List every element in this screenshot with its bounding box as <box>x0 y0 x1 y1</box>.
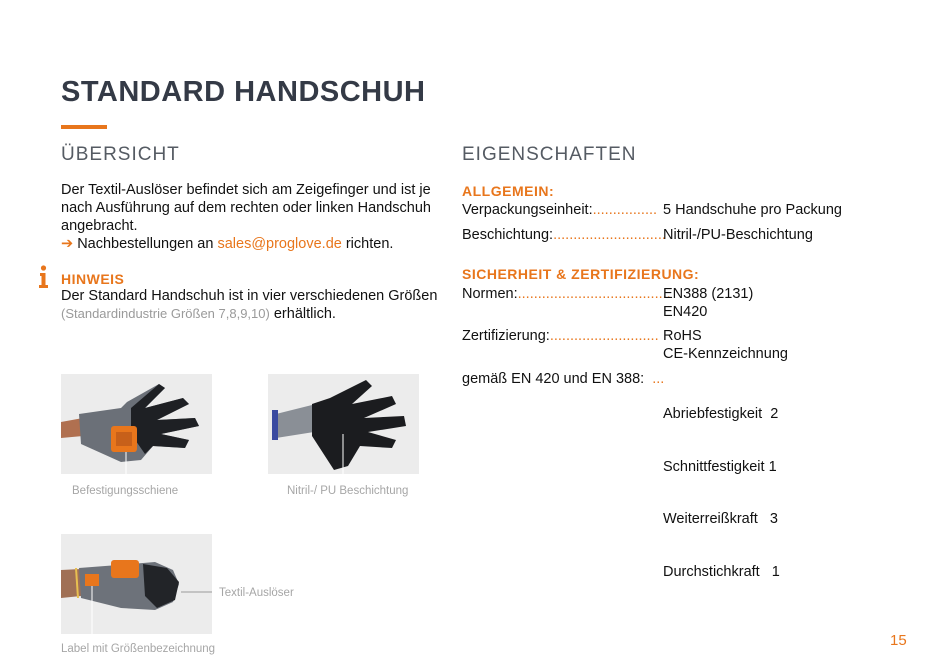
title-accent-bar <box>61 125 107 129</box>
prop-label-text: gemäß EN 420 und EN 388: <box>462 371 645 387</box>
caption-coating: Nitril-/ PU Beschichtung <box>287 485 409 497</box>
arrow-right-icon: ➔ <box>61 236 74 252</box>
prop-value-line: Abriebfestigkeit 2 <box>663 406 779 422</box>
prop-label-text: Beschichtung: <box>462 227 554 243</box>
hint-sizes: (Standardindustrie Größen 7,8,9,10) <box>61 306 270 321</box>
glove-image-coating <box>268 374 419 474</box>
prop-label-coating <box>462 227 666 243</box>
prop-value-line: Schnittfestigkeit 1 <box>663 458 777 475</box>
overview-text-line1: Der Textil-Auslöser befindet sich am Zeigefinger und ist je <box>61 182 431 198</box>
prop-value-line: CE-Kennzeichnung <box>663 345 788 362</box>
prop-dots: ... <box>652 371 665 387</box>
prop-value-line: EN420 <box>663 303 708 320</box>
prop-dots: ................ <box>592 202 658 218</box>
page-number: 15 <box>890 632 907 649</box>
prop-value-line: Weiterreißkraft 3 <box>663 511 778 527</box>
page-title: STANDARD HANDSCHUH <box>61 76 426 108</box>
overview-text-line3: angebracht. <box>61 218 138 234</box>
prop-dots: ........................... <box>549 328 659 344</box>
overview-text-line2: nach Ausführung auf dem rechten oder linken Handschuh <box>61 200 431 216</box>
general-heading: ALLGEMEIN: <box>462 183 555 199</box>
overview-heading: ÜBERSICHT <box>61 144 180 165</box>
reorder-line <box>61 235 446 253</box>
prop-label-en-ratings <box>462 371 664 387</box>
prop-label-text: Verpackungseinheit: <box>462 202 593 218</box>
prop-dots: ...................................... <box>517 286 671 302</box>
hint-heading: HINWEIS <box>61 271 125 287</box>
prop-value-coating: Nitril-/PU-Beschichtung <box>663 227 813 243</box>
prop-dots: ............................ <box>553 227 666 243</box>
prop-label-text: Zertifizierung: <box>462 328 550 344</box>
caption-trigger: Textil-Auslöser <box>219 587 294 599</box>
prop-value-certification <box>663 328 788 363</box>
prop-value-en-ratings <box>663 371 780 599</box>
prop-label-certification <box>462 328 659 344</box>
hint-text-line2 <box>61 305 446 323</box>
hint-text-end: erhältlich. <box>269 306 336 322</box>
prop-value-norms <box>663 286 753 321</box>
info-icon <box>38 265 49 294</box>
hint-text-line1: Der Standard Handschuh ist in vier verschiedenen Größen <box>61 288 438 304</box>
hint-text <box>61 287 446 323</box>
glove-image-mounting-rail <box>61 374 212 474</box>
overview-text <box>61 181 446 253</box>
prop-value-packaging: 5 Handschuhe pro Packung <box>663 202 842 218</box>
prop-label-norms <box>462 286 671 302</box>
safety-heading: SICHERHEIT & ZERTIFIZIERUNG: <box>462 266 700 282</box>
reorder-prefix: Nachbestellungen an <box>77 236 218 252</box>
prop-value-line: EN388 (2131) <box>663 286 754 302</box>
caption-size-label: Label mit Größenbezeichnung <box>61 643 216 655</box>
properties-heading: EIGENSCHAFTEN <box>462 144 637 165</box>
prop-value-line: Durchstichkraft 1 <box>663 563 780 580</box>
caption-mounting-rail: Befestigungsschiene <box>72 485 179 497</box>
glove-image-trigger <box>61 534 212 634</box>
reorder-email-link[interactable]: sales@proglove.de <box>217 236 342 252</box>
prop-value-line: RoHS <box>663 328 702 344</box>
reorder-suffix: richten. <box>341 236 394 252</box>
prop-label-packaging <box>462 202 657 218</box>
prop-label-text: Normen: <box>462 286 518 302</box>
